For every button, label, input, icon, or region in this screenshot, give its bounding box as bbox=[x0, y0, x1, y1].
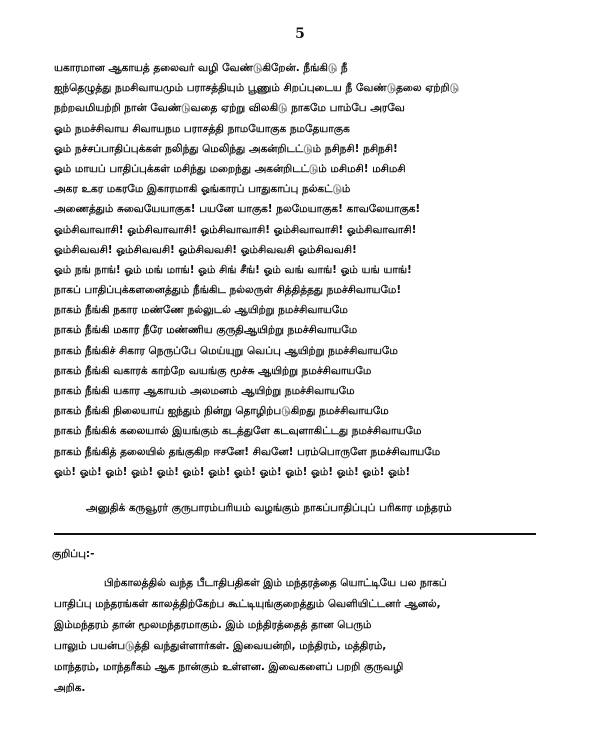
mantra-line: நாகம் நீங்கி யகார ஆகாயம் அலமனம் ஆயிற்று நமச்சிவாயமே bbox=[54, 385, 355, 397]
mantra-text-block bbox=[54, 58, 564, 482]
mantra-line: ஓம்சிவவசி! ஓம்சிவவசி! ஓம்சிவவசி! ஓம்சிவவசி ஓம்சிவவசி! bbox=[54, 243, 357, 256]
mantra-line: அகர உகர மகரமே இகாரமாகி ஓங்காரப் பாதுகாப்பு நல்கட்டும் bbox=[54, 183, 351, 196]
mantra-line: ஓம்! ஓம்! ஓம்! ஓம்! ஓம்! ஓம்! ஓம்! ஓம்! ஓம்! ஓம்! ஓம்! ஓம்! ஓம்! ஓம்! bbox=[54, 465, 411, 478]
mantra-line: ஓம் நமச்சிவாய சிவாயநம பராசத்தி நாமயோகுக நமதேயாகுக bbox=[54, 122, 350, 135]
mantra-line: யகாரமான ஆகாயத் தலைவர் வழி வேண்டுகிறேன். நீங்கிடு நீ bbox=[54, 62, 348, 74]
mantra-line: நாகம் நீங்கி மகார நீரே மண்ணிய குருதிஆயிற்று நமச்சிவாயமே bbox=[54, 324, 358, 337]
note-line: இம்மந்தரம் தான் மூலமந்தரமாகும். இம் மந்திரத்தைத் தான பெரும் bbox=[54, 619, 372, 631]
note-paragraph bbox=[54, 573, 548, 699]
mantra-line: ஐந்தெழுத்து நமசிவாயமும் பராசத்தியும் பூணும் சிறப்புடைய நீ வேண்டுதலை ஏற்றிடு bbox=[54, 82, 459, 95]
note-line: பிற்காலத்தில் வந்த பீடாதிபதிகள் இம் மந்தரத்தை யொட்டியே பல நாகப் bbox=[104, 577, 447, 589]
note-line: அறிக. bbox=[54, 682, 86, 694]
mantra-line: நாகம் நீங்கிக் கலையால் இயங்கும் கடத்துளே கடவுளாகிட்டது நமச்சிவாயமே bbox=[54, 425, 422, 438]
mantra-line: நாகம் நீங்கிச் சிகார நெருப்பே மெய்யுறு வெப்பு ஆயிற்று நமச்சிவாயமே bbox=[54, 344, 398, 357]
mantra-line: நாகம் நீங்கித் தலையில் தங்குகிற ஈசனே! சிவனே! பரம்பொருளே நமச்சிவாயமே bbox=[54, 445, 441, 458]
note-heading: குறிப்பு:- bbox=[52, 548, 95, 560]
mantra-line: ஓம் நங் நாங்! ஓம் மங் மாங்! ஓம் சிங் சீங்! ஓம் வங் வாங்! ஓம் யங் யாங்! bbox=[54, 263, 412, 276]
mantra-line: நற்றவமியற்றி நான் வேண்டுவதை ஏற்று விலகிடு நாகமே பாம்பே அரவே bbox=[54, 102, 405, 115]
mantra-line: ஓம்சிவாவாசி! ஓம்சிவாவாசி! ஓம்சிவாவாசி! ஓம்சிவாவாசி! ஓம்சிவாவாசி! bbox=[54, 223, 417, 236]
page-number: 5 bbox=[295, 26, 305, 42]
section-divider bbox=[54, 533, 536, 535]
note-line: மாந்தரம், மாந்தரீகம் ஆக நான்கும் உள்ளன. இவைகளைப் பறறி குருவழி bbox=[54, 661, 404, 673]
note-line: பாலும் பயன்படுத்தி வந்துள்ளார்கள். இவையன்றி, மந்திரம், மத்திரம், bbox=[54, 640, 387, 652]
mantra-line: நாகம் நீங்கி நகார மண்ணே நல்லுடல் ஆயிற்று நமச்சிவாயமே bbox=[54, 304, 348, 317]
mantra-line: நாகப் பாதிப்புக்களனைத்தும் நீங்கிட நல்லருள் சித்தித்தது நமச்சிவாயமே! bbox=[54, 284, 402, 297]
mantra-line: நாகம் நீங்கி வகாரக் காற்றே வயங்கு மூச்சு ஆயிற்று நமச்சிவாயமே bbox=[54, 364, 372, 377]
mantra-line: ஓம் மாயப் பாதிப்புக்கள் மசிந்து மறைந்து அகன்றிடட்டும் மசிமசி! மசிமசி bbox=[54, 162, 406, 175]
mantra-caption: அனுதிக் கருவூரர் குருபாரம்பரியம் வழங்கும் நாகப்பாதிப்புப் பரிகார மந்தரம் bbox=[86, 502, 452, 514]
mantra-line: அணைத்தும் சுவையேயாகுக! பயனே யாகுக! நலமேயாகுக! காவலேயாகுக! bbox=[54, 203, 421, 216]
mantra-line: நாகம் நீங்கி நிலையாய் ஐந்தும் நின்று தொழிற்படுகிறது நமச்சிவாயமே bbox=[54, 405, 389, 418]
note-line: பாதிப்பு மந்தரங்கள் காலத்திற்கேற்ப கூட்டியுங்குறைத்தும் வெளியிட்டனர் ஆனல், bbox=[54, 598, 441, 610]
mantra-line: ஓம் நச்சப்பாதிப்புக்கள் நலிந்து மெலிந்து அகன்றிடட்டும் நசிநசி! நசிநசி! bbox=[54, 142, 398, 155]
